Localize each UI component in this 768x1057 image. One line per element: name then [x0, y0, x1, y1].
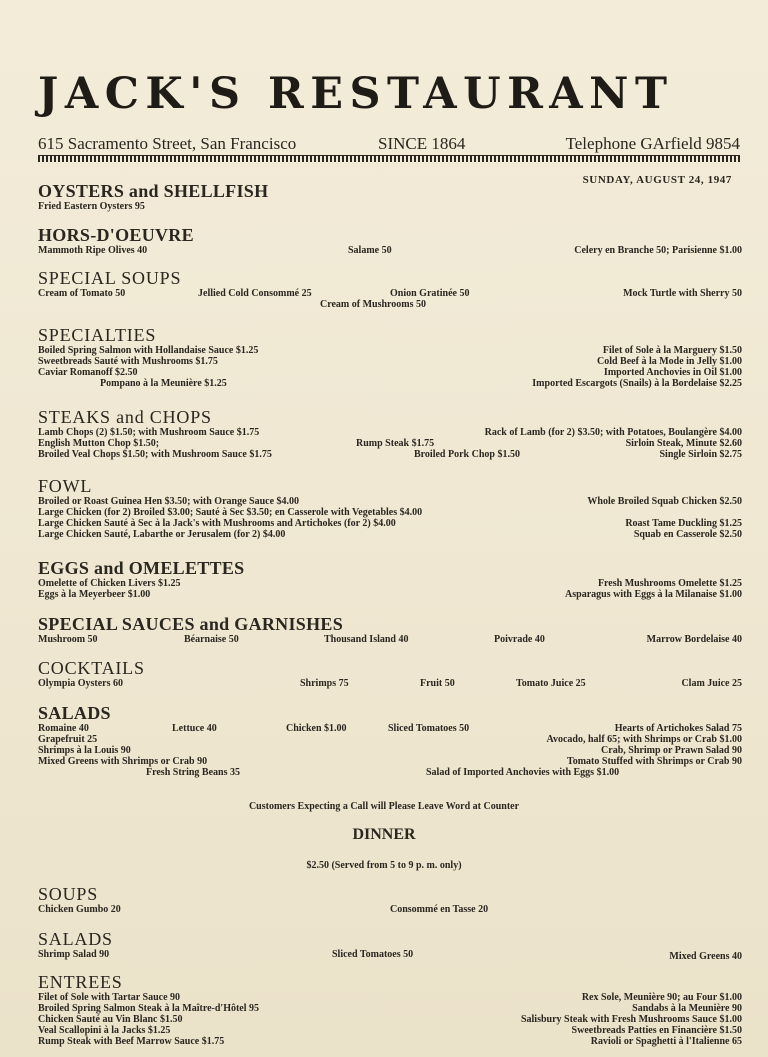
- menu-item: Celery en Branche 50; Parisienne $1.00: [574, 245, 742, 256]
- section-special-soups: [38, 268, 742, 310]
- menu-item: Mock Turtle with Sherry 50: [623, 288, 742, 299]
- section-heading: ENTREES: [38, 972, 123, 992]
- menu-item: Jellied Cold Consommé 25: [198, 288, 312, 299]
- menu-item: Broiled Spring Salmon Steak à la Maître-d'Hôtel 95: [38, 1003, 260, 1014]
- menu-item: Rump Steak with Beef Marrow Sauce $1.75: [38, 1036, 225, 1047]
- section-hors-doeuvre: [38, 225, 742, 256]
- menu-item: Mammoth Ripe Olives 40: [38, 245, 148, 256]
- menu-item: Imported Escargots (Snails) à la Bordelaise $2.25: [532, 378, 742, 389]
- menu-item: Large Chicken Sauté à Sec à la Jack's with Mushrooms and Artichokes (for 2) $4.00: [38, 518, 396, 529]
- menu-item: Avocado, half 65; with Shrimps or Crab $1.00: [546, 734, 742, 745]
- menu-item: Crab, Shrimp or Prawn Salad 90: [601, 745, 742, 756]
- section-entrees: [38, 972, 742, 1047]
- section-fowl: [38, 476, 742, 540]
- dinner-heading: DINNER: [352, 826, 416, 843]
- section-cocktails: [38, 658, 742, 689]
- menu-item: Rex Sole, Meunière 90; au Four $1.00: [581, 992, 742, 1003]
- menu-item: Whole Broiled Squab Chicken $2.50: [587, 496, 742, 507]
- menu-item: Broiled or Roast Guinea Hen $3.50; with Orange Sauce $4.00: [38, 496, 300, 507]
- menu-item: Shrimps 75: [300, 678, 349, 689]
- section-dinner-salads: [38, 929, 742, 960]
- section-heading: SPECIAL SAUCES and GARNISHES: [38, 614, 344, 634]
- section-eggs-and-omelettes: [38, 558, 742, 600]
- address-row: [38, 134, 740, 154]
- section-dinner-soups: [38, 884, 742, 915]
- section-heading: FOWL: [38, 476, 93, 496]
- decorative-rule: [38, 155, 740, 162]
- restaurant-title: JACK'S RESTAURANT: [38, 69, 674, 119]
- section-heading: SOUPS: [38, 884, 99, 904]
- menu-item: Onion Gratinée 50: [390, 288, 470, 299]
- menu-item: Filet of Sole à la Marguery $1.50: [602, 345, 742, 356]
- menu-item: Pompano à la Meunière $1.25: [100, 378, 227, 389]
- section-oysters: [38, 181, 742, 212]
- menu-item: Ravioli or Spaghetti à l'Italienne 65: [590, 1036, 742, 1047]
- menu-item: Shrimp Salad 90: [38, 949, 110, 960]
- telephone: Telephone GArfield 9854: [565, 134, 740, 153]
- section-steaks-and-chops: [38, 407, 742, 460]
- section-heading: SPECIAL SOUPS: [38, 268, 182, 288]
- menu-item: Thousand Island 40: [324, 634, 409, 645]
- menu-item: Cream of Mushrooms 50: [320, 299, 427, 310]
- menu-item: Mixed Greens 40: [669, 951, 742, 962]
- menu-item: Cream of Tomato 50: [38, 288, 126, 299]
- section-heading: EGGS and OMELETTES: [38, 558, 245, 578]
- menu-item: Single Sirloin $2.75: [659, 449, 742, 460]
- menu-item: Cold Beef à la Mode in Jelly $1.00: [597, 356, 742, 367]
- section-heading: SPECIALTIES: [38, 325, 157, 345]
- menu-item: Clam Juice 25: [681, 678, 742, 689]
- section-heading: OYSTERS and SHELLFISH: [38, 181, 269, 201]
- menu-item: Chicken $1.00: [286, 723, 347, 734]
- menu-date: SUNDAY, AUGUST 24, 1947: [582, 174, 732, 186]
- menu-item: Shrimps à la Louis 90: [38, 745, 131, 756]
- menu-item: Sweetbreads Patties en Financière $1.50: [571, 1025, 742, 1036]
- menu-item: Hearts of Artichokes Salad 75: [614, 723, 742, 734]
- menu-item: Rump Steak $1.75: [356, 438, 435, 449]
- section-heading: STEAKS and CHOPS: [38, 407, 212, 427]
- section-heading: HORS-D'OEUVRE: [38, 225, 194, 245]
- menu-item: Chicken Sauté au Vin Blanc $1.50: [38, 1014, 183, 1025]
- menu-item: English Mutton Chop $1.50;: [38, 438, 160, 449]
- menu-item: Omelette of Chicken Livers $1.25: [38, 578, 181, 589]
- menu-item: Lamb Chops (2) $1.50; with Mushroom Sauce $1.75: [38, 427, 260, 438]
- menu-item: Squab en Casserole $2.50: [633, 529, 742, 540]
- menu-item: Salisbury Steak with Fresh Mushrooms Sauce $1.00: [520, 1014, 742, 1025]
- menu-item: Imported Anchovies in Oil $1.00: [603, 367, 742, 378]
- menu-item: Sliced Tomatoes 50: [332, 949, 414, 960]
- menu-item: Broiled Veal Chops $1.50; with Mushroom Sauce $1.75: [38, 449, 272, 460]
- menu-item: Mushroom 50: [38, 634, 98, 645]
- section-heading: SALADS: [38, 703, 111, 723]
- menu-item: Eggs à la Meyerbeer $1.00: [38, 589, 151, 600]
- section-salads: [38, 703, 742, 778]
- menu-item: Filet of Sole with Tartar Sauce 90: [38, 992, 181, 1003]
- menu-item: Lettuce 40: [172, 723, 217, 734]
- menu-item: Boiled Spring Salmon with Hollandaise Sauce $1.25: [38, 345, 259, 356]
- menu-item: Marrow Bordelaise 40: [646, 634, 742, 645]
- since-year: SINCE 1864: [378, 134, 466, 153]
- section-heading: COCKTAILS: [38, 658, 145, 678]
- menu-item: Béarnaise 50: [184, 634, 239, 645]
- menu-item: Veal Scallopini à la Jacks $1.25: [38, 1025, 171, 1036]
- section-specialties: [38, 325, 742, 389]
- menu-item: Salad of Imported Anchovies with Eggs $1.00: [426, 767, 620, 778]
- menu-item: Consommé en Tasse 20: [390, 904, 489, 915]
- menu-item: Poivrade 40: [494, 634, 545, 645]
- menu-item: Romaine 40: [38, 723, 89, 734]
- menu-item: Broiled Pork Chop $1.50: [414, 449, 520, 460]
- menu-item: Sandabs à la Meunière 90: [632, 1003, 742, 1014]
- menu-item: Mixed Greens with Shrimps or Crab 90: [38, 756, 208, 767]
- menu-item: Fresh String Beans 35: [146, 767, 240, 778]
- menu-item: Caviar Romanoff $2.50: [38, 367, 138, 378]
- notice: Customers Expecting a Call will Please Leave Word at Counter: [248, 801, 520, 812]
- menu-item: Sliced Tomatoes 50: [388, 723, 470, 734]
- menu-item: Sweetbreads Sauté with Mushrooms $1.75: [38, 356, 218, 367]
- menu-item: Asparagus with Eggs à la Milanaise $1.00: [565, 589, 742, 600]
- menu-item: Olympia Oysters 60: [38, 678, 123, 689]
- menu-item: Fresh Mushrooms Omelette $1.25: [597, 578, 742, 589]
- section-heading: SALADS: [38, 929, 113, 949]
- menu-item: Grapefruit 25: [38, 734, 98, 745]
- menu-item: Salame 50: [348, 245, 392, 256]
- menu-item: Chicken Gumbo 20: [38, 904, 121, 915]
- menu-item: Fried Eastern Oysters 95: [38, 201, 145, 212]
- dinner-price: $2.50 (Served from 5 to 9 p. m. only): [306, 860, 462, 871]
- address: 615 Sacramento Street, San Francisco: [38, 134, 297, 153]
- menu-item: Sirloin Steak, Minute $2.60: [625, 438, 742, 449]
- menu-item: Tomato Juice 25: [516, 678, 586, 689]
- menu-item: Rack of Lamb (for 2) $3.50; with Potatoes, Boulangère $4.00: [484, 427, 742, 438]
- menu-item: Large Chicken (for 2) Broiled $3.00; Sauté à Sec $3.50; en Casserole with Vegetables $4.00: [38, 507, 423, 518]
- menu-item: Large Chicken Sauté, Labarthe or Jerusalem (for 2) $4.00: [38, 529, 286, 540]
- menu-item: Roast Tame Duckling $1.25: [625, 518, 742, 529]
- section-special-sauces: [38, 614, 742, 645]
- menu-item: Fruit 50: [420, 678, 455, 689]
- menu-item: Tomato Stuffed with Shrimps or Crab 90: [566, 756, 742, 767]
